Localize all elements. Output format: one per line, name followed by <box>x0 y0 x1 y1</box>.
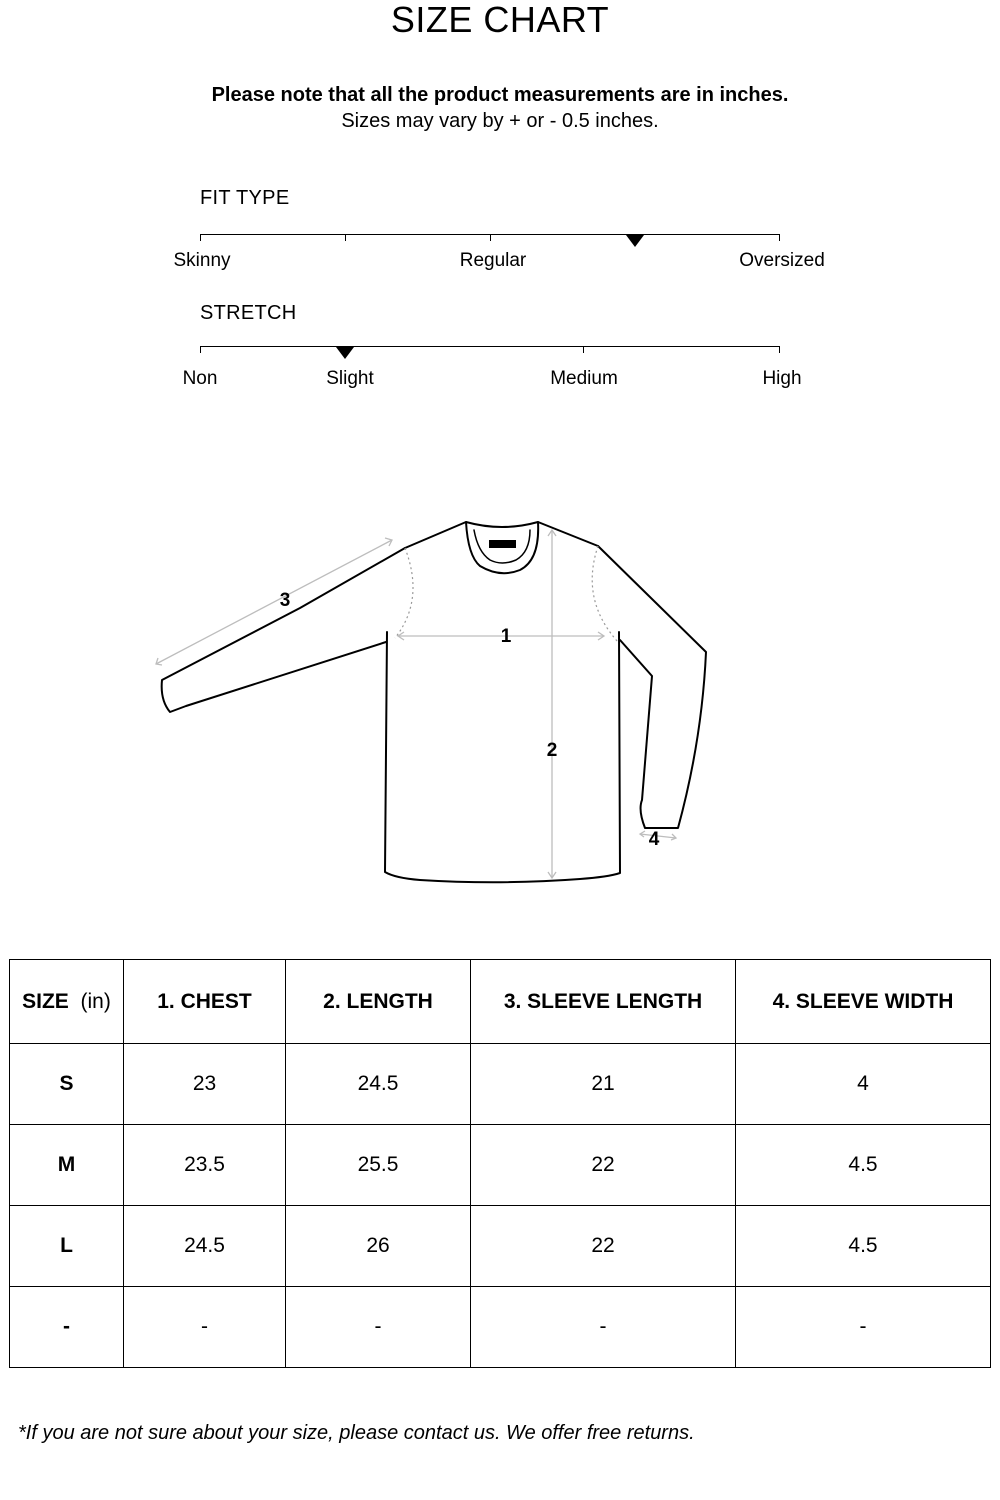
stretch-option: Non <box>182 368 218 389</box>
table-row <box>10 1044 991 1125</box>
sleeve-width-cell: 4.5 <box>736 1206 991 1287</box>
stretch-line <box>200 346 780 347</box>
size-cell: M <box>10 1125 124 1206</box>
header-chest: 1. CHEST <box>124 960 286 1044</box>
chest-measure-label: 1 <box>500 626 512 647</box>
size-table <box>9 959 991 1368</box>
stretch-tick <box>779 346 780 353</box>
length-cell: 26 <box>286 1206 471 1287</box>
fit-type-option: Regular <box>459 250 527 271</box>
variance-note: Sizes may vary by + or - 0.5 inches. <box>341 110 659 132</box>
length-cell: 25.5 <box>286 1125 471 1206</box>
header-sleeve-width: 4. SLEEVE WIDTH <box>736 960 991 1044</box>
measurement-note: Please note that all the product measurements are in inches. <box>211 84 789 106</box>
sleeve-width-measure-label: 4 <box>648 829 660 850</box>
fit-type-option: Skinny <box>173 250 231 271</box>
stretch-tick <box>583 346 584 353</box>
footnote: *If you are not sure about your size, please contact us. We offer free returns. <box>18 1422 695 1444</box>
fit-type-tick <box>779 234 780 241</box>
sleeve-width-cell: 4 <box>736 1044 991 1125</box>
size-cell: - <box>10 1287 124 1368</box>
fit-type-tick <box>490 234 491 241</box>
sweater-outline-icon <box>162 522 706 882</box>
neck-label-icon <box>489 540 516 548</box>
stretch-tick <box>200 346 201 353</box>
sleeve-width-cell: - <box>736 1287 991 1368</box>
sleeve-length-cell: 21 <box>471 1044 736 1125</box>
table-header-row <box>10 960 991 1044</box>
length-cell: - <box>286 1287 471 1368</box>
sleeve-length-cell: - <box>471 1287 736 1368</box>
measurement-arrows-icon <box>156 530 676 878</box>
sleeve-length-measure-label: 3 <box>279 590 291 611</box>
page-title: SIZE CHART <box>390 0 610 40</box>
table-row <box>10 1125 991 1206</box>
chest-cell: - <box>124 1287 286 1368</box>
stretch-label: STRETCH <box>200 302 297 324</box>
fit-type-option: Oversized <box>739 250 825 271</box>
size-cell: S <box>10 1044 124 1125</box>
chest-cell: 23.5 <box>124 1125 286 1206</box>
table-row <box>10 1206 991 1287</box>
header-unit: (in) <box>80 989 111 1013</box>
sleeve-width-cell: 4.5 <box>736 1125 991 1206</box>
sleeve-length-cell: 22 <box>471 1206 736 1287</box>
header-sleeve-length: 3. SLEEVE LENGTH <box>471 960 736 1044</box>
fit-type-tick <box>200 234 201 241</box>
length-cell: 24.5 <box>286 1044 471 1125</box>
header-length: 2. LENGTH <box>286 960 471 1044</box>
fit-type-marker-icon <box>626 235 644 247</box>
table-row <box>10 1287 991 1368</box>
size-cell: L <box>10 1206 124 1287</box>
chest-cell: 23 <box>124 1044 286 1125</box>
fit-type-label: FIT TYPE <box>200 187 290 209</box>
sleeve-length-cell: 22 <box>471 1125 736 1206</box>
header-size: SIZE (in) <box>10 960 124 1044</box>
stretch-option: Slight <box>326 368 374 389</box>
length-measure-label: 2 <box>546 740 558 761</box>
stretch-option: Medium <box>550 368 618 389</box>
fit-type-tick <box>345 234 346 241</box>
stretch-marker-icon <box>336 347 354 359</box>
sweater-diagram <box>0 500 1000 900</box>
stretch-option: High <box>762 368 802 389</box>
chest-cell: 24.5 <box>124 1206 286 1287</box>
